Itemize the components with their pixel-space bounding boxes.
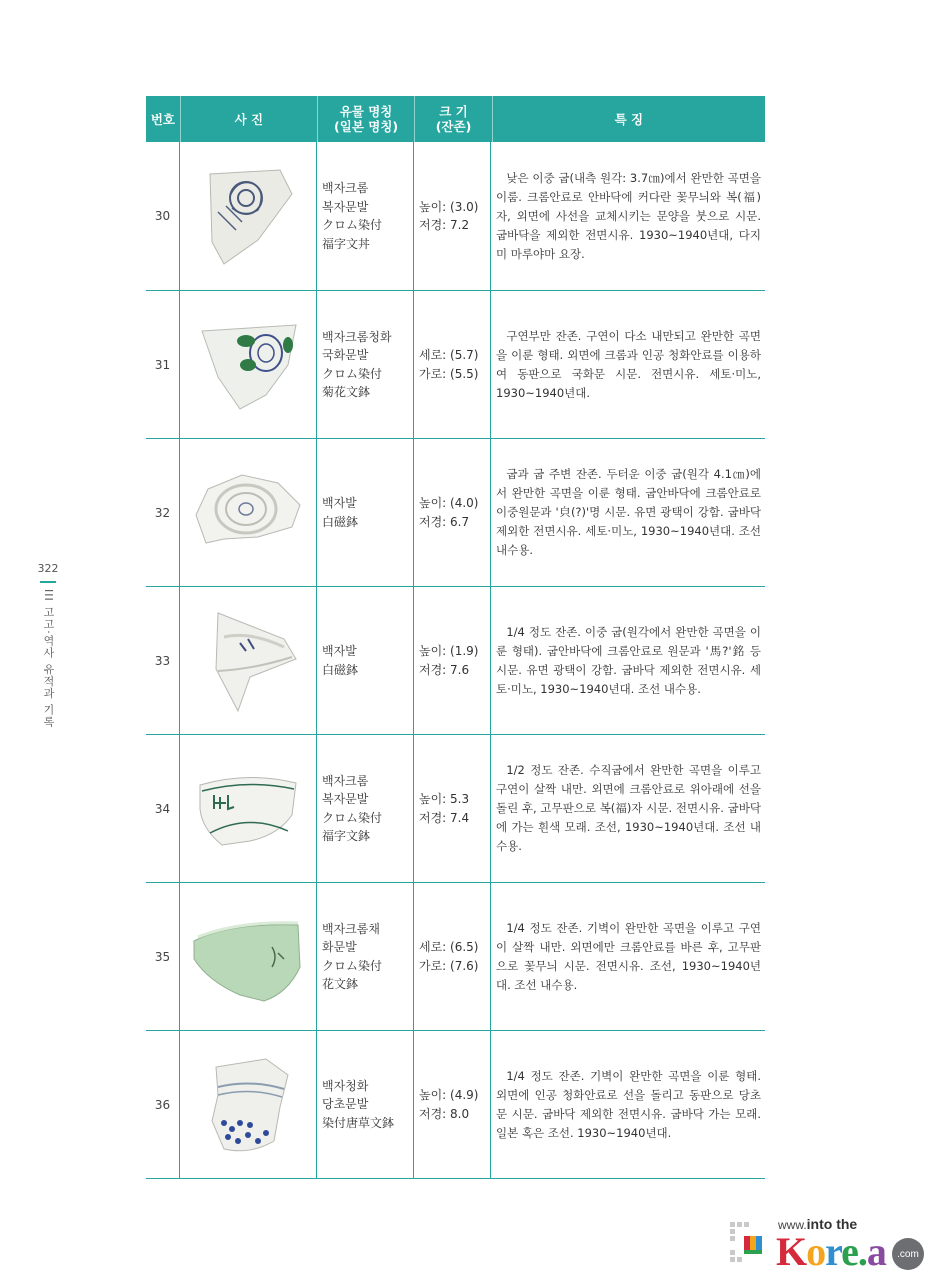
artifact-size: 높이: (4.0) 저경: 6.7 [414,439,491,586]
artifact-feature: 1/4 정도 잔존. 기벽이 완만한 곡면을 이룬 형태. 외면에 인공 청화안료로 선을 돌리고 동판으로 당초문 시문. 굽바닥 제외한 전면시유. 굽바닥 가는 모래. 일본 혹은 조선. 1930~1940년대. [496,1068,761,1140]
sidebar-divider [40,581,56,583]
artifact-photo [180,1031,317,1178]
logo-com-badge: .com [892,1238,924,1270]
artifact-photo [180,142,317,290]
artifact-name: 백자청화 당초문발 染付唐草文鉢 [317,1031,414,1178]
row-number: 36 [146,1031,180,1178]
header-feature: 특 징 [614,111,644,127]
row-number: 30 [146,142,180,290]
artifact-photo [180,735,317,882]
artifact-size: 높이: (3.0) 저경: 7.2 [414,142,491,290]
page-sidebar [36,562,60,728]
row-number: 31 [146,291,180,438]
artifact-feature: 구연부만 잔존. 구연이 다소 내만되고 완만한 곡면을 이룬 형태. 외면에 크롬과 인공 청화안료를 이용하여 동판으로 국화문 시문. 전면시유. 세토·미노, 1930~1940년대. [496,328,761,400]
header-size: 크 기 (잔존) [415,96,493,142]
artifact-name: 백자발 白磁鉢 [317,587,414,734]
artifact-table [146,96,765,1179]
artifact-size: 높이: 5.3 저경: 7.4 [414,735,491,882]
table-row [146,734,765,882]
intothekorea-logo [730,1214,926,1272]
artifact-name: 백자크롬청화 국화문발 クロム染付 菊花文鉢 [317,291,414,438]
artifact-name: 백자크롬 복자문발 クロム染付 福字文鉢 [317,735,414,882]
artifact-feature: 1/4 정도 잔존. 이중 굽(원각에서 완만한 곡면을 이룬 형태). 굽안바닥에 크롬안료로 원문과 '馬?'銘 등 시문. 유면 광택이 강함. 굽바닥 제외한 전면시유. 세토·미노, 1930~1940년대. 조선 내수용. [496,624,761,696]
table-row [146,882,765,1030]
header-photo: 사 진 [181,96,318,142]
artifact-feature: 낮은 이중 굽(내측 원각: 3.7㎝)에서 완만한 곡면을 이룸. 크롬안료로 안바닥에 커다란 꽃무늬와 복(福)자, 외면에 사선을 교체시키는 문양을 붓으로 시문. 굽바닥을 제외한 전면시유. 1930~1940년대, 다지미 마루야마 요장. [496,170,761,261]
table-header [146,96,765,142]
logo-grid-icon [730,1222,768,1264]
table-row [146,290,765,438]
table-row [146,438,765,586]
artifact-size: 세로: (6.5) 가로: (7.6) [414,883,491,1030]
row-number: 34 [146,735,180,882]
artifact-name: 백자크롬 복자문발 クロム染付 福字文丼 [317,142,414,290]
row-number: 32 [146,439,180,586]
artifact-size: 높이: (1.9) 저경: 7.6 [414,587,491,734]
row-number: 33 [146,587,180,734]
row-number: 35 [146,883,180,1030]
artifact-feature: 굽과 굽 주변 잔존. 두터운 이중 굽(원각 4.1㎝)에서 완만한 곡면을 이룬 형태. 굽안바닥에 크롬안료로 이중원문과 '㒵(?)'명 시문. 유면 광택이 강함. 굽바닥 제외한 전면시유. 세토·미노, 1930~1940년대. 조선 내수용. [496,467,761,557]
artifact-feature: 1/2 정도 잔존. 수직굽에서 완만한 곡면을 이루고 구연이 살짝 내만. 외면에 크롬안료로 위아래에 선을 돌린 후, 고무판으로 복(福)자 시문. 전면시유. 굽바닥에 가는 흰색 모래. 조선, 1930~1940년대. 조선 내수용. [496,763,761,853]
table-row [146,586,765,734]
logo-tagline: www.into the [778,1216,858,1232]
header-name: 유물 명칭 (일본 명칭) [318,96,415,142]
chapter-title: III 고고·역사 유적과 기록 [42,589,55,728]
artifact-feature: 1/4 정도 잔존. 기벽이 완만한 곡면을 이루고 구연이 살짝 내만. 외면에만 크롬안료를 바른 후, 고무판으로 꽃무늬 시문. 전면시유. 조선, 1930~1940년대. 조선 내수용. [496,920,761,992]
artifact-name: 백자발 白磁鉢 [317,439,414,586]
page-number: 322 [37,562,59,575]
artifact-photo [180,587,317,734]
table-row [146,142,765,290]
header-no: 번호 [146,96,181,142]
artifact-photo [180,439,317,586]
table-row [146,1030,765,1178]
artifact-photo [180,291,317,438]
logo-wordmark: Kore.a [776,1229,886,1274]
artifact-size: 높이: (4.9) 저경: 8.0 [414,1031,491,1178]
artifact-name: 백자크롬채 화문발 クロム染付 花文鉢 [317,883,414,1030]
artifact-photo [180,883,317,1030]
artifact-size: 세로: (5.7) 가로: (5.5) [414,291,491,438]
